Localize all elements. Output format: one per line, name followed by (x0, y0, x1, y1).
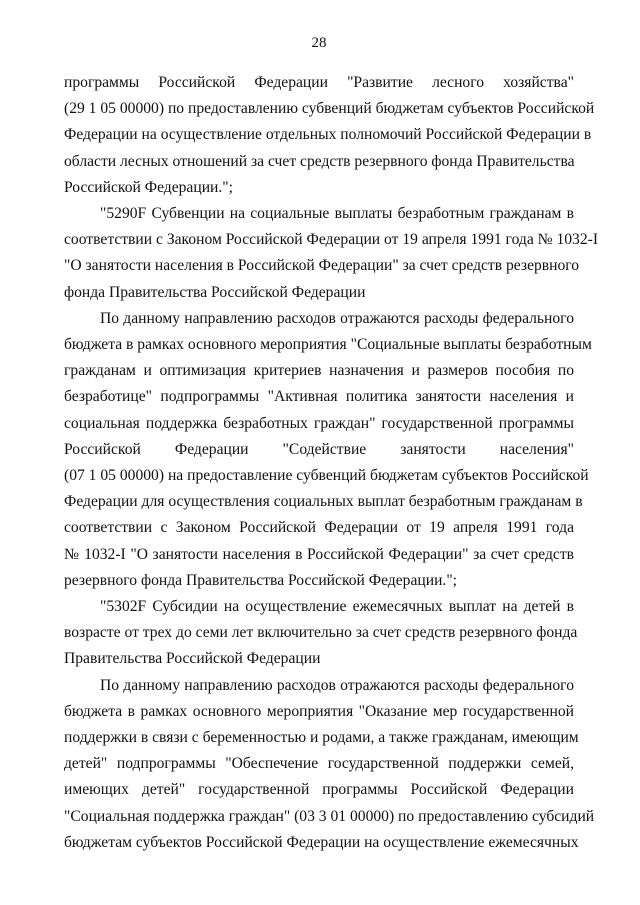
text-line: социальная поддержка безработных граждан" государственной программы (64, 414, 574, 432)
text-line: (29 1 05 00000) по предоставлению субвенций бюджетам субъектов Российской (64, 100, 595, 118)
text-line: "Социальная поддержка граждан" (03 3 01 00000) по предоставлению субсидий (64, 807, 595, 825)
paragraph (64, 306, 592, 594)
text-line: Федерации для осуществления социальных выплат безработным гражданам в (64, 493, 583, 511)
text-line: "5290F Субвенции на социальные выплаты безработным гражданам в (100, 205, 574, 223)
text-line: соответствии с Законом Российской Федерации от 19 апреля 1991 года № 1032-I (64, 231, 599, 249)
paragraph (64, 201, 599, 306)
text-line: Российской Федерации "Содействие занятости населения" (64, 440, 574, 458)
text-line: гражданам и оптимизация критериев назначения и размеров пособия по (64, 362, 574, 380)
paragraph (64, 673, 595, 856)
text-line: фонда Правительства Российской Федерации (64, 283, 366, 301)
text-line: № 1032-I "О занятости населения в Российской Федерации" за счет средств (64, 545, 574, 563)
text-line: По данному направлению расходов отражаются расходы федерального (100, 309, 574, 327)
text-line: безработице" подпрограммы "Активная политика занятости населения и (64, 388, 574, 406)
text-line: имеющих детей" государственной программы Российской Федерации (64, 781, 574, 799)
text-line: Правительства Российской Федерации (64, 650, 321, 668)
text-line: поддержки в связи с беременностью и родами, а также гражданам, имеющим (64, 729, 579, 747)
text-line: бюджетам субъектов Российской Федерации на осуществление ежемесячных (64, 833, 579, 851)
text-line: Федерации на осуществление отдельных полномочий Российской Федерации в (64, 126, 592, 144)
paragraph (64, 70, 595, 201)
text-line: резервного фонда Правительства Российской Федерации."; (64, 571, 458, 589)
text-line: (07 1 05 00000) на предоставление субвенций бюджетам субъектов Российской (64, 467, 589, 485)
text-line: По данному направлению расходов отражаются расходы федерального (100, 676, 574, 694)
text-line: Российской Федерации."; (64, 178, 233, 196)
text-line: бюджета в рамках основного мероприятия "Социальные выплаты безработным (64, 336, 592, 354)
text-line: соответствии с Законом Российской Федерации от 19 апреля 1991 года (64, 519, 574, 537)
text-line: бюджета в рамках основного мероприятия "Оказание мер государственной (64, 702, 574, 720)
paragraph (64, 594, 578, 673)
text-line: программы Российской Федерации "Развитие лесного хозяйства" (64, 74, 574, 91)
text-line: возрасте от трех до семи лет включительно за счет средств резервного фонда (64, 624, 578, 642)
text-line: области лесных отношений за счет средств резервного фонда Правительства (64, 152, 575, 170)
page-number: 28 (311, 35, 327, 51)
text-line: "5302F Субсидии на осуществление ежемесячных выплат на детей в (100, 598, 574, 616)
text-line: детей" подпрограммы "Обеспечение государственной поддержки семей, (64, 755, 574, 773)
document-body (64, 70, 599, 856)
text-line: "О занятости населения в Российской Федерации" за счет средств резервного (64, 257, 580, 275)
